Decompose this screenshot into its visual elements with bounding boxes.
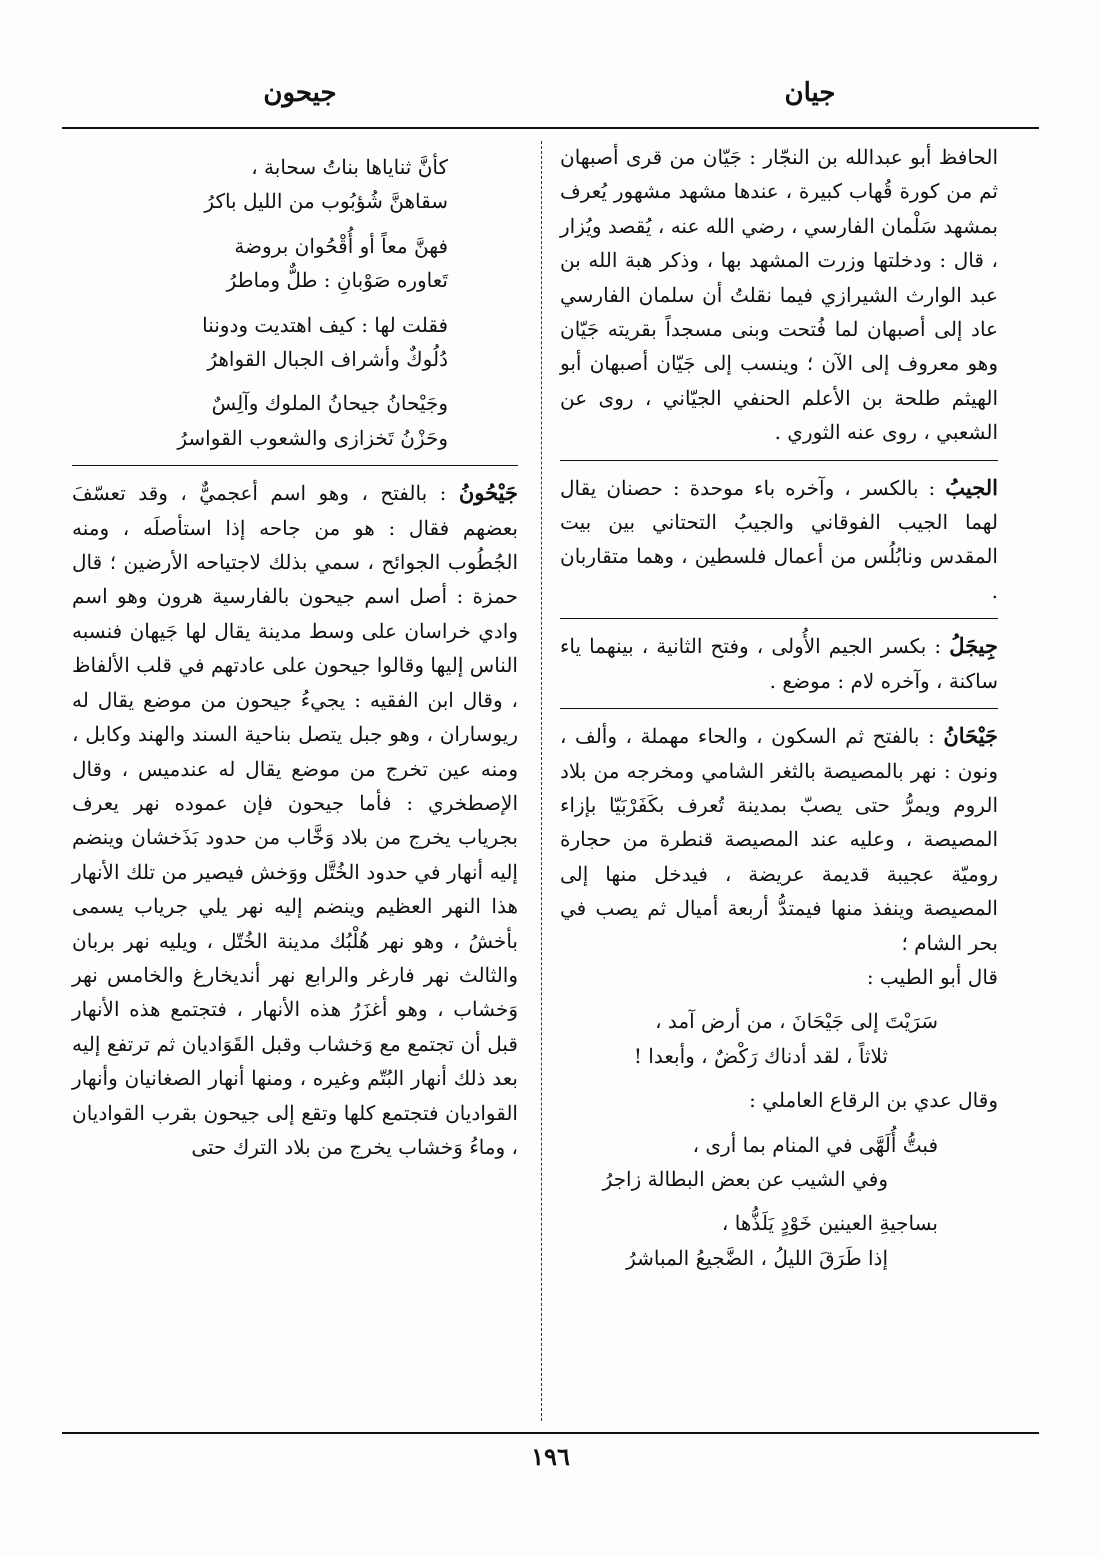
entry-jayhun-text: : بالفتح ، وهو اسم أعجميٌّ ، وقد تعسّفَ بعضهم فقال : هو من جاحه إذا استأصلَه ، ومنه الجُطُوب الجوائح ، سمي بذلك لاجتياحه الأرضين ؛ قال حمزة : أصل اسم جيحون بالفارسية هرون وهو اسم وادي خراسان على وسط مدينة يقال لها جَيهان فنسبه الناس إليها وقالوا جيحون على عادتهم في قلب الألفاظ ، وقال ابن الفقيه : يجيءُ جيحون من موضع يقال له ريوساران ، وهو جبل يتصل بناحية السند والهند وكابل ، ومنه عين تخرج من موضع يقال له عندميس ، وقال الإصطخري : فأما جيحون فإن عموده نهر يعرف بجرياب يخرج من بلاد وَخَّاب من حدود بَذَخشان وينضم إليه أنهار في حدود الخُتَّل ووَخش فيصير من تلك الأنهار هذا النهر العظيم وينضم إليه نهر يلي جرياب يسمى بأخشُ ، وهو نهر هُلْبُك مدينة الخُتّل ، ويليه نهر بربان والثالث نهر فارغر والرابع نهر أنديخارغ والخامس نهر وَخشاب ، وهو أغزَرُ هذه الأنهار ، فتجتمع هذه الأنهار قبل أن تجتمع مع وَخشاب وقبل القَوَاديان ثم ترتفع إليه بعد ذلك أنهار البُتّم وغيره ، ومنها أنهار الصغانيان وأنهار القواديان فتجتمع كلها وتقع إلى جيحون بقرب القواديان ، وماءُ وَخشاب يخرج من بلاد الترك حتى	[72, 481, 518, 1159]
verse-line: فقلت لها : كيف اهتديت ودوننا	[202, 312, 448, 337]
left-column	[72, 140, 518, 1164]
verse-line: تَعاوره صَوْبانِ : طلٌّ وماطرُ	[226, 268, 448, 293]
entry-jubb-text: : بالكسر ، وآخره باء موحدة : حصنان يقال لهما الجيب الفوقاني والجيبُ التحتاني بين بيت المقدس ونابُلُس من أعمال فلسطين ، وهما متقاربان .	[560, 475, 998, 603]
verse-line: وجَيْحانُ جيحانُ الملوك وآلِسٌ	[211, 391, 448, 416]
verse-line: ثلاثاً ، لقد أدناك رَكْضٌ ، وأبعدا !	[633, 1043, 888, 1068]
verse-line: كأنَّ ثناياها بناتُ سحابة ،	[251, 155, 448, 179]
verse-adi-2	[560, 1206, 998, 1275]
verse-line: وفي الشيب عن بعض البطالة زاجرُ	[602, 1166, 888, 1191]
verse-line: إذا طَرَقَ الليلُ ، الضَّجيعُ المباشرُ	[626, 1245, 888, 1270]
page-number: ١٩٦	[531, 1442, 570, 1471]
verse-line: دُلُوكٌ وأشراف الجبال القواهرُ	[207, 347, 448, 372]
verse-abu-tayyib	[560, 1004, 998, 1073]
entry-jayhan-headword: جَيْحَانُ	[943, 723, 999, 749]
verse-line: بساجيةِ العينين خَوْدٍ يَلَذُّها ،	[721, 1211, 938, 1236]
right-column	[560, 140, 998, 1285]
running-head-left: جيحون	[263, 78, 337, 108]
entry-jayyan	[560, 140, 998, 450]
entry-jubb	[560, 460, 998, 609]
verse-line: سَرَيْتَ إلى جَيْحَانَ ، من أرض آمد ،	[655, 1009, 938, 1034]
entry-jubb-headword: الجيبُ	[945, 474, 998, 500]
header-rule	[62, 127, 1039, 129]
entry-jayyan-text: الحافظ أبو عبدالله بن النجّار : جَيّان من قرى أصبهان ثم من كورة قُهاب كبيرة ، عندها مشهد مشهور يُعرف بمشهد سَلْمان الفارسي ، رضي الله عنه ، يُقصد ويُزار ، قال : ودخلتها وزرت المشهد بها ، وذكر هبة الله بن عبد الوارث الشيرازي فيما نقلتُ أن سلمان الفارسي عاد إلى أصبهان لما فُتحت وبنى مسجداً بقريته جَيّان وهو معروف إلى الآن ؛ وينسب إلى جَيّان أصبهان أبو الهيثم طلحة بن الأعلم الحنفي الجيّاني ، روى عن الشعبي ، روى عنه الثوري .	[560, 145, 998, 445]
column-divider	[541, 141, 542, 1421]
verse	[72, 308, 518, 377]
verse-adi-1	[560, 1128, 998, 1197]
entry-jayhan-text: : بالفتح ثم السكون ، والحاء مهملة ، وألف ، ونون : نهر بالمصيصة بالثغر الشامي ومخرجه من بلاد الروم ويمرُّ حتى يصبّ بمدينة تُعرف بكَفَرْبَيّا بإزاء المصيصة ، وعليه عند المصيصة قنطرة من حجارة روميّة عجيبة قديمة عريضة ، فيدخل منها إلى المصيصة وينفذ منها فيمتدُّ أربعة أميال ثم يصب في بحر الشام ؛	[560, 724, 998, 955]
running-head-right: جيان	[784, 78, 836, 108]
entry-jayhan	[560, 708, 998, 1275]
poem-intro-abu-tayyib: قال أبو الطيب :	[866, 964, 998, 989]
entry-jayhun	[72, 465, 518, 1164]
entry-jayhun-headword: جَيْحُونُ	[458, 480, 518, 506]
entry-jayjal-text: : بكسر الجيم الأُولى ، وفتح الثانية ، بينهما ياء ساكنة ، وآخره لام : موضع .	[560, 634, 998, 693]
entry-jayjal-headword: جِيجَلُ	[949, 633, 998, 659]
poem-continuation	[72, 150, 518, 455]
verse	[72, 150, 518, 219]
entry-jayjal	[560, 618, 998, 698]
verse-line: فهنَّ معاً أو أُقْحُوان بروضة	[234, 233, 448, 258]
verse-line: سقاهنَّ شُؤبُوب من الليل باكرُ	[204, 189, 448, 214]
verse	[72, 386, 518, 455]
poem-intro-adi: وقال عدي بن الرقاع العاملي :	[749, 1088, 998, 1113]
footer-rule	[62, 1432, 1039, 1434]
verse-line: فبتُّ أُلَهَّى في المنام بما أرى ،	[692, 1132, 938, 1157]
verse-line: وحَزْنُ تَخزازى والشعوب القواسرُ	[177, 425, 448, 450]
verse	[72, 229, 518, 298]
